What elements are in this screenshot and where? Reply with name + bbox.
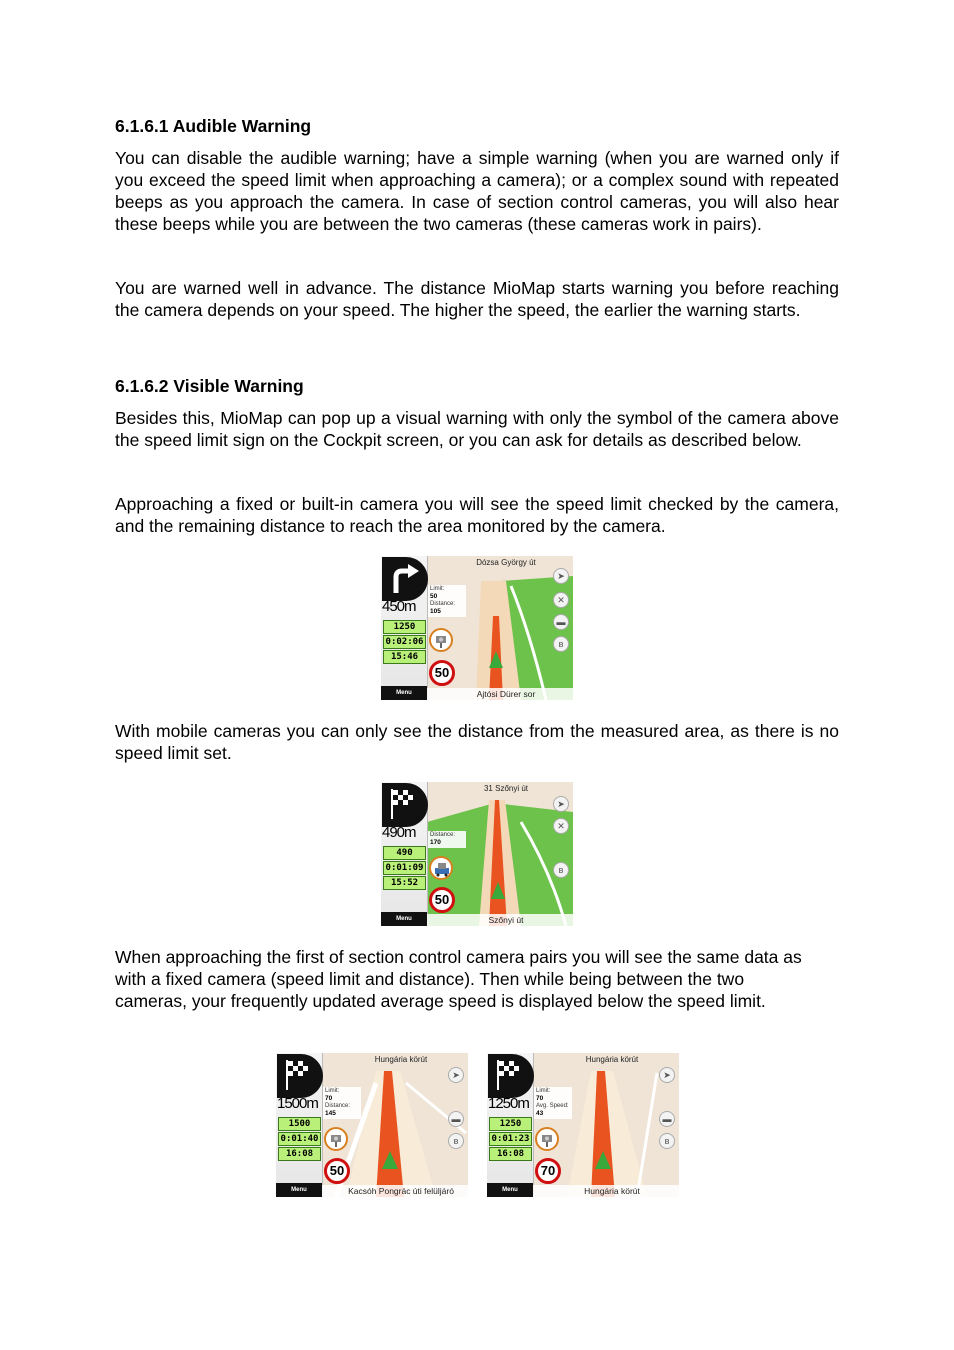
menu-button[interactable]: Menu bbox=[381, 686, 427, 700]
battery-icon[interactable]: ▬ bbox=[553, 614, 569, 630]
info-label: Limit: bbox=[325, 1088, 340, 1094]
info-value: 43 bbox=[536, 1110, 544, 1117]
checkered-flag-icon bbox=[494, 1058, 524, 1092]
navigation-screenshot-fixed-camera bbox=[381, 556, 573, 700]
time-remaining-box[interactable]: 0:02:06 bbox=[383, 635, 426, 649]
speed-camera-icon bbox=[429, 628, 453, 652]
info-value: 70 bbox=[536, 1095, 544, 1102]
compass-icon[interactable]: ➤ bbox=[553, 568, 569, 584]
distance-remaining-box[interactable]: 1250 bbox=[489, 1117, 532, 1131]
battery-icon[interactable]: ▬ bbox=[448, 1111, 464, 1127]
current-street-name: Ajtósi Dürer sor bbox=[476, 689, 536, 699]
menu-button[interactable]: Menu bbox=[487, 1183, 533, 1197]
menu-button[interactable]: Menu bbox=[381, 912, 427, 926]
current-street-name: Hungária körút bbox=[584, 1186, 640, 1196]
camera-info-panel bbox=[323, 1087, 361, 1119]
bluetooth-icon[interactable]: ʙ bbox=[553, 862, 569, 878]
gps-icon[interactable]: ✕ bbox=[553, 592, 569, 608]
speed-limit-sign: 50 bbox=[429, 887, 455, 913]
navigation-screenshot-mobile-camera bbox=[381, 782, 573, 926]
maneuver-panel bbox=[382, 557, 428, 601]
arrival-time-box[interactable]: 16:08 bbox=[278, 1147, 321, 1161]
section-camera-icon bbox=[535, 1127, 559, 1151]
info-value: 170 bbox=[430, 839, 441, 846]
speed-limit-sign: 70 bbox=[535, 1158, 561, 1184]
paragraph: Besides this, MioMap can pop up a visual warning with only the symbol of the camera above the speed limit sign on the Cockpit screen, or you can ask for details as described below. bbox=[115, 408, 839, 450]
distance-remaining-box[interactable]: 490 bbox=[383, 846, 426, 860]
top-street-name: Hungária körút bbox=[374, 1055, 428, 1064]
info-label: Avg. Speed: bbox=[536, 1103, 569, 1109]
bluetooth-icon[interactable]: ʙ bbox=[659, 1133, 675, 1149]
info-value: 105 bbox=[430, 608, 441, 615]
paragraph: You are warned well in advance. The distance MioMap starts warning you before reaching the camera depends on your speed. The higher the speed, the earlier the warning starts. bbox=[115, 278, 839, 320]
paragraph: When approaching the first of section control camera pairs you will see the same data as with a fixed camera (speed limit and distance). Then while being between the two cameras, your frequently updated average speed is displayed below the speed limit. bbox=[115, 947, 802, 1011]
paragraph: With mobile cameras you can only see the distance from the measured area, as there is no speed limit set. bbox=[115, 721, 839, 763]
maneuver-panel bbox=[277, 1054, 323, 1098]
camera-info-panel bbox=[428, 585, 466, 617]
camera-info-panel bbox=[534, 1087, 572, 1119]
top-street-name: Dózsa György út bbox=[476, 558, 536, 567]
cockpit-sidebar bbox=[487, 1053, 534, 1197]
info-label: Distance: bbox=[430, 601, 456, 607]
info-value: 50 bbox=[430, 593, 438, 600]
mobile-camera-icon bbox=[429, 856, 453, 880]
info-label: Limit: bbox=[430, 586, 445, 592]
distance-to-turn: 1500m bbox=[277, 1095, 318, 1112]
cockpit-sidebar bbox=[276, 1053, 323, 1197]
camera-info-panel bbox=[428, 831, 466, 848]
navigation-screenshot-section-control-average bbox=[487, 1053, 679, 1197]
section-camera-icon bbox=[324, 1127, 348, 1151]
time-remaining-box[interactable]: 0:01:40 bbox=[278, 1132, 321, 1146]
arrival-time-box[interactable]: 15:52 bbox=[383, 876, 426, 890]
turn-right-icon bbox=[388, 561, 422, 595]
paragraph: Approaching a fixed or built-in camera you will see the speed limit checked by the camera, and the remaining distance to reach the area monitored by the camera. bbox=[115, 494, 839, 536]
top-street-name: Hungária körút bbox=[585, 1055, 639, 1064]
battery-icon[interactable]: ▬ bbox=[659, 1111, 675, 1127]
navigation-screenshot-section-control-approach bbox=[276, 1053, 468, 1197]
info-label: Distance: bbox=[325, 1103, 351, 1109]
current-street-name: Kacsóh Pongrác úti felüljáró bbox=[348, 1186, 454, 1196]
info-value: 145 bbox=[325, 1110, 336, 1117]
checkered-flag-icon bbox=[388, 787, 418, 821]
maneuver-panel bbox=[382, 783, 428, 827]
arrival-time-box[interactable]: 16:08 bbox=[489, 1147, 532, 1161]
bluetooth-icon[interactable]: ʙ bbox=[448, 1133, 464, 1149]
checkered-flag-icon bbox=[283, 1058, 313, 1092]
info-label: Distance: bbox=[430, 832, 456, 838]
section-heading-audible: 6.1.6.1 Audible Warning bbox=[115, 116, 312, 136]
time-remaining-box[interactable]: 0:01:09 bbox=[383, 861, 426, 875]
bluetooth-icon[interactable]: ʙ bbox=[553, 636, 569, 652]
cockpit-sidebar bbox=[381, 556, 428, 700]
gps-icon[interactable]: ✕ bbox=[553, 818, 569, 834]
distance-to-turn: 490m bbox=[382, 824, 416, 841]
paragraph: You can disable the audible warning; have a simple warning (when you are warned only if you exceed the speed limit when approaching a camera); or a complex sound with repeated beeps as you approach the camera. In case of section control cameras, you will also hear these beeps while you are between the two cameras (these cameras work in pairs). bbox=[115, 148, 839, 234]
arrival-time-box[interactable]: 15:46 bbox=[383, 650, 426, 664]
compass-icon[interactable]: ➤ bbox=[553, 796, 569, 812]
maneuver-panel bbox=[488, 1054, 534, 1098]
distance-to-turn: 450m bbox=[382, 598, 416, 615]
info-label: Limit: bbox=[536, 1088, 551, 1094]
time-remaining-box[interactable]: 0:01:23 bbox=[489, 1132, 532, 1146]
section-heading-visible: 6.1.6.2 Visible Warning bbox=[115, 376, 304, 396]
menu-button[interactable]: Menu bbox=[276, 1183, 322, 1197]
speed-limit-sign: 50 bbox=[324, 1158, 350, 1184]
compass-icon[interactable]: ➤ bbox=[448, 1067, 464, 1083]
distance-to-turn: 1250m bbox=[488, 1095, 529, 1112]
current-street-name: Szőnyi út bbox=[488, 915, 524, 925]
cockpit-sidebar bbox=[381, 782, 428, 926]
distance-remaining-box[interactable]: 1250 bbox=[383, 620, 426, 634]
speed-limit-sign: 50 bbox=[429, 660, 455, 686]
compass-icon[interactable]: ➤ bbox=[659, 1067, 675, 1083]
info-value: 70 bbox=[325, 1095, 333, 1102]
distance-remaining-box[interactable]: 1500 bbox=[278, 1117, 321, 1131]
top-street-name: 31 Szőnyi út bbox=[483, 784, 529, 793]
